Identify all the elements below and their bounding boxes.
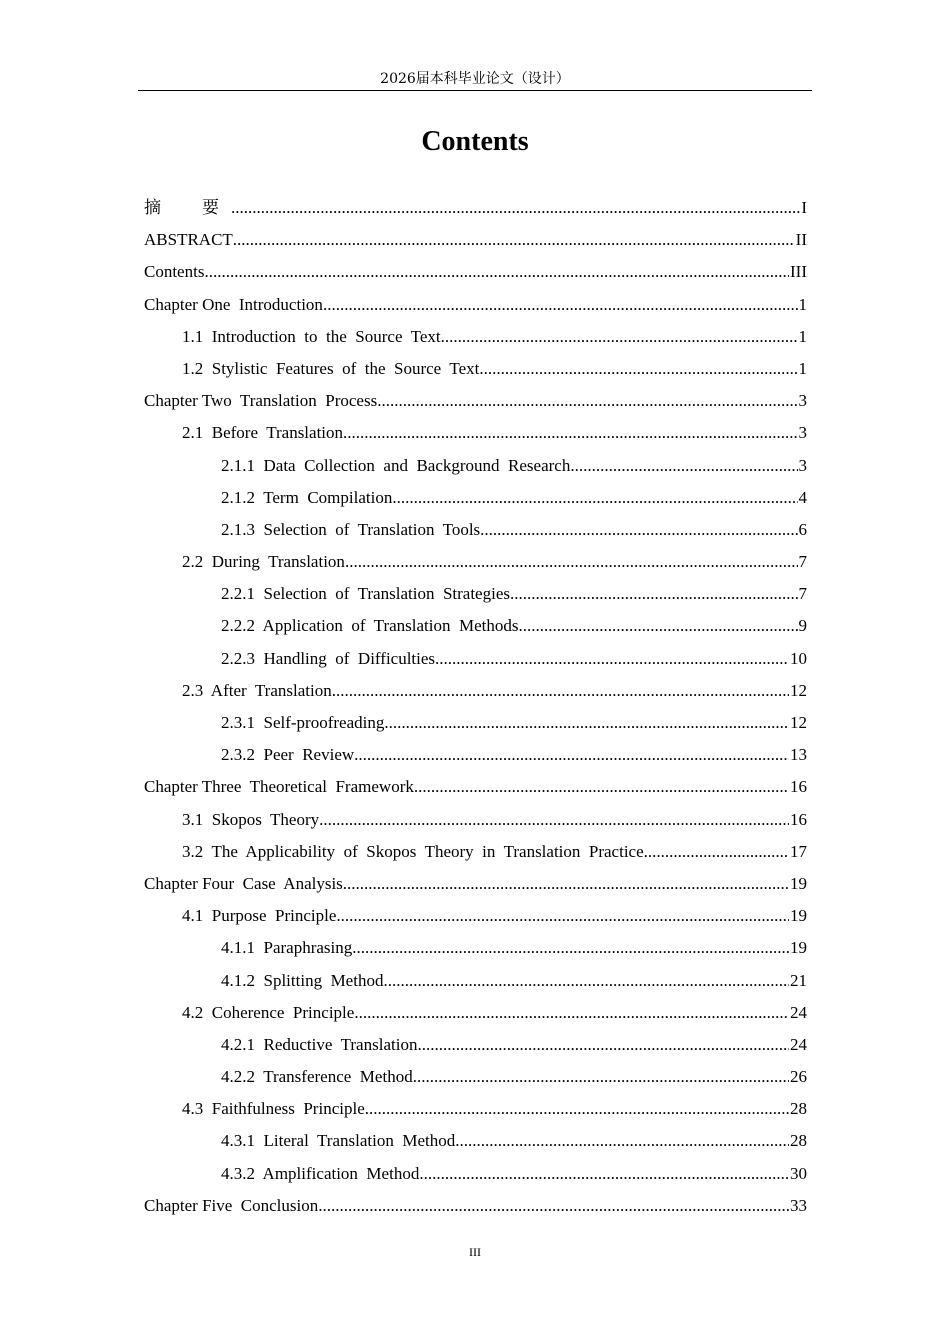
toc-entry-page: 24	[790, 1002, 807, 1022]
toc-dot-leader	[352, 932, 789, 964]
toc-entry-page: 3	[798, 391, 807, 411]
toc-dot-leader	[417, 1029, 789, 1061]
toc-entry-page: 7	[798, 552, 807, 572]
toc-entry-page: 1	[798, 358, 807, 378]
toc-entry[interactable]	[144, 1061, 807, 1093]
toc-entry-title: Contents	[144, 262, 205, 282]
toc-dot-leader	[365, 1093, 789, 1125]
toc-entry[interactable]	[144, 482, 807, 514]
toc-dot-leader	[204, 256, 789, 288]
toc-entry-page: 30	[790, 1163, 807, 1183]
toc-entry-page: 19	[790, 873, 807, 893]
toc-entry-page: 28	[790, 1099, 807, 1119]
toc-entry[interactable]	[144, 965, 807, 997]
table-of-contents	[144, 192, 807, 1222]
toc-entry-title: 4.2.2 Transference Method	[221, 1067, 413, 1087]
toc-dot-leader	[441, 321, 798, 353]
toc-entry[interactable]	[144, 997, 807, 1029]
toc-entry-page: 16	[790, 777, 807, 797]
toc-entry[interactable]	[144, 804, 807, 836]
toc-entry-page: 13	[790, 745, 807, 765]
toc-entry-title: Chapter One Introduction	[144, 294, 323, 314]
toc-entry[interactable]	[144, 643, 807, 675]
toc-entry[interactable]	[144, 739, 807, 771]
toc-entry-title: Chapter Five Conclusion	[144, 1195, 319, 1215]
toc-entry-title: 2.3.2 Peer Review	[221, 745, 355, 765]
toc-entry-title: 2.2 During Translation	[182, 552, 345, 572]
toc-dot-leader	[480, 514, 797, 546]
toc-dot-leader	[413, 1061, 789, 1093]
toc-entry[interactable]	[144, 450, 807, 482]
toc-entry-page: 16	[790, 809, 807, 829]
toc-entry-page: 24	[790, 1034, 807, 1054]
toc-dot-leader	[479, 353, 797, 385]
toc-entry-title: 4.2.1 Reductive Translation	[221, 1034, 418, 1054]
toc-dot-leader	[345, 546, 798, 578]
toc-entry-title: 4.1.1 Paraphrasing	[221, 938, 353, 958]
toc-entry-title: 摘 要	[144, 198, 231, 218]
toc-entry-page: 1	[798, 294, 807, 314]
toc-entry[interactable]	[144, 1190, 807, 1222]
toc-dot-leader	[455, 1125, 789, 1157]
toc-entry-page: I	[801, 198, 807, 217]
toc-entry[interactable]	[144, 578, 807, 610]
toc-entry-title: 4.2 Coherence Principle	[182, 1002, 355, 1022]
toc-entry[interactable]	[144, 546, 807, 578]
toc-entry-page: 6	[798, 519, 807, 539]
toc-dot-leader	[319, 804, 789, 836]
toc-entry[interactable]	[144, 256, 807, 288]
page-header: 2026届本科毕业论文（设计）	[380, 71, 570, 87]
toc-dot-leader	[318, 1190, 789, 1222]
toc-entry-page: 19	[790, 938, 807, 958]
toc-entry-title: ABSTRACT	[144, 230, 233, 250]
toc-entry[interactable]	[144, 771, 807, 803]
toc-entry-title: Chapter Four Case Analysis	[144, 873, 343, 893]
toc-dot-leader	[419, 1158, 789, 1190]
toc-entry-title: 1.2 Stylistic Features of the Source Text	[182, 358, 480, 378]
toc-entry-title: 1.1 Introduction to the Source Text	[182, 326, 441, 346]
toc-entry-title: 2.2.1 Selection of Translation Strategies	[221, 584, 510, 604]
toc-entry-page: 12	[790, 713, 807, 732]
toc-dot-leader	[231, 192, 800, 224]
page-number: III	[469, 1245, 481, 1259]
toc-entry-title: 4.3.2 Amplification Method	[221, 1163, 420, 1183]
toc-entry[interactable]	[144, 707, 807, 739]
toc-dot-leader	[384, 707, 789, 739]
toc-entry[interactable]	[144, 514, 807, 546]
toc-entry-title: 4.1.2 Splitting Method	[221, 970, 384, 990]
toc-entry-title: 4.3.1 Literal Translation Method	[221, 1131, 456, 1151]
toc-dot-leader	[343, 417, 797, 449]
toc-entry-title: 2.1.2 Term Compilation	[221, 487, 393, 507]
toc-dot-leader	[570, 450, 797, 482]
toc-entry[interactable]	[144, 900, 807, 932]
header-rule	[138, 90, 812, 91]
toc-entry[interactable]	[144, 1029, 807, 1061]
toc-entry[interactable]	[144, 385, 807, 417]
toc-entry-title: 2.3 After Translation	[182, 680, 332, 700]
toc-entry-page: II	[795, 230, 807, 250]
toc-entry-page: 7	[798, 584, 807, 604]
toc-entry-title: Chapter Three Theoretical Framework	[144, 777, 414, 797]
toc-entry-title: 3.1 Skopos Theory	[182, 809, 320, 829]
toc-entry-page: 10	[790, 648, 807, 668]
toc-entry[interactable]	[144, 321, 807, 353]
toc-entry[interactable]	[144, 610, 807, 642]
toc-entry-page: 28	[790, 1131, 807, 1151]
toc-entry-page: III	[790, 262, 807, 282]
toc-entry[interactable]	[144, 932, 807, 964]
toc-entry-page: 21	[790, 970, 807, 990]
toc-dot-leader	[336, 900, 789, 932]
toc-dot-leader	[343, 868, 789, 900]
toc-entry[interactable]	[144, 417, 807, 449]
toc-entry-page: 26	[790, 1067, 807, 1087]
toc-entry-page: 19	[790, 906, 807, 926]
toc-entry[interactable]	[144, 1093, 807, 1125]
toc-dot-leader	[392, 482, 797, 514]
toc-entry-page: 12	[790, 680, 807, 700]
toc-entry-page: 4	[798, 487, 807, 507]
toc-entry[interactable]	[144, 675, 807, 707]
toc-entry-title: Chapter Two Translation Process	[144, 391, 378, 411]
toc-entry-title: 2.1 Before Translation	[182, 423, 344, 443]
toc-entry-title: 4.1 Purpose Principle	[182, 906, 337, 926]
toc-entry-page: 9	[798, 616, 807, 636]
toc-entry-title: 2.1.3 Selection of Translation Tools	[221, 519, 481, 539]
toc-entry-page: 33	[790, 1195, 807, 1215]
toc-entry-page: 1	[798, 326, 807, 346]
toc-entry[interactable]	[144, 1125, 807, 1157]
toc-entry-title: 3.2 The Applicability of Skopos Theory in Translation Practice	[182, 841, 644, 861]
toc-entry-title: 4.3 Faithfulness Principle	[182, 1099, 365, 1119]
page-title: Contents	[421, 126, 529, 157]
toc-dot-leader	[354, 997, 789, 1029]
toc-entry-page: 17	[790, 841, 807, 861]
toc-entry-title: 2.2.3 Handling of Difficulties	[221, 648, 436, 668]
toc-dot-leader	[519, 610, 798, 642]
toc-entry[interactable]	[144, 289, 807, 321]
toc-entry[interactable]	[144, 192, 807, 224]
toc-entry-title: 2.3.1 Self-proofreading	[221, 713, 385, 732]
toc-dot-leader	[332, 675, 789, 707]
toc-entry-title: 2.1.1 Data Collection and Background Research	[221, 455, 571, 475]
toc-entry[interactable]	[144, 1158, 807, 1190]
toc-dot-leader	[414, 771, 789, 803]
toc-entry[interactable]	[144, 353, 807, 385]
toc-dot-leader	[323, 289, 798, 321]
toc-dot-leader	[644, 836, 789, 868]
toc-entry[interactable]	[144, 224, 807, 256]
toc-dot-leader	[354, 739, 789, 771]
toc-entry-page: 3	[798, 423, 807, 443]
toc-dot-leader	[435, 643, 789, 675]
toc-dot-leader	[377, 385, 797, 417]
toc-dot-leader	[510, 578, 798, 610]
toc-dot-leader	[383, 965, 789, 997]
toc-dot-leader	[233, 224, 795, 256]
toc-entry[interactable]	[144, 868, 807, 900]
toc-entry-page: 3	[798, 455, 807, 475]
toc-entry[interactable]	[144, 836, 807, 868]
toc-entry-title: 2.2.2 Application of Translation Methods	[221, 616, 519, 636]
